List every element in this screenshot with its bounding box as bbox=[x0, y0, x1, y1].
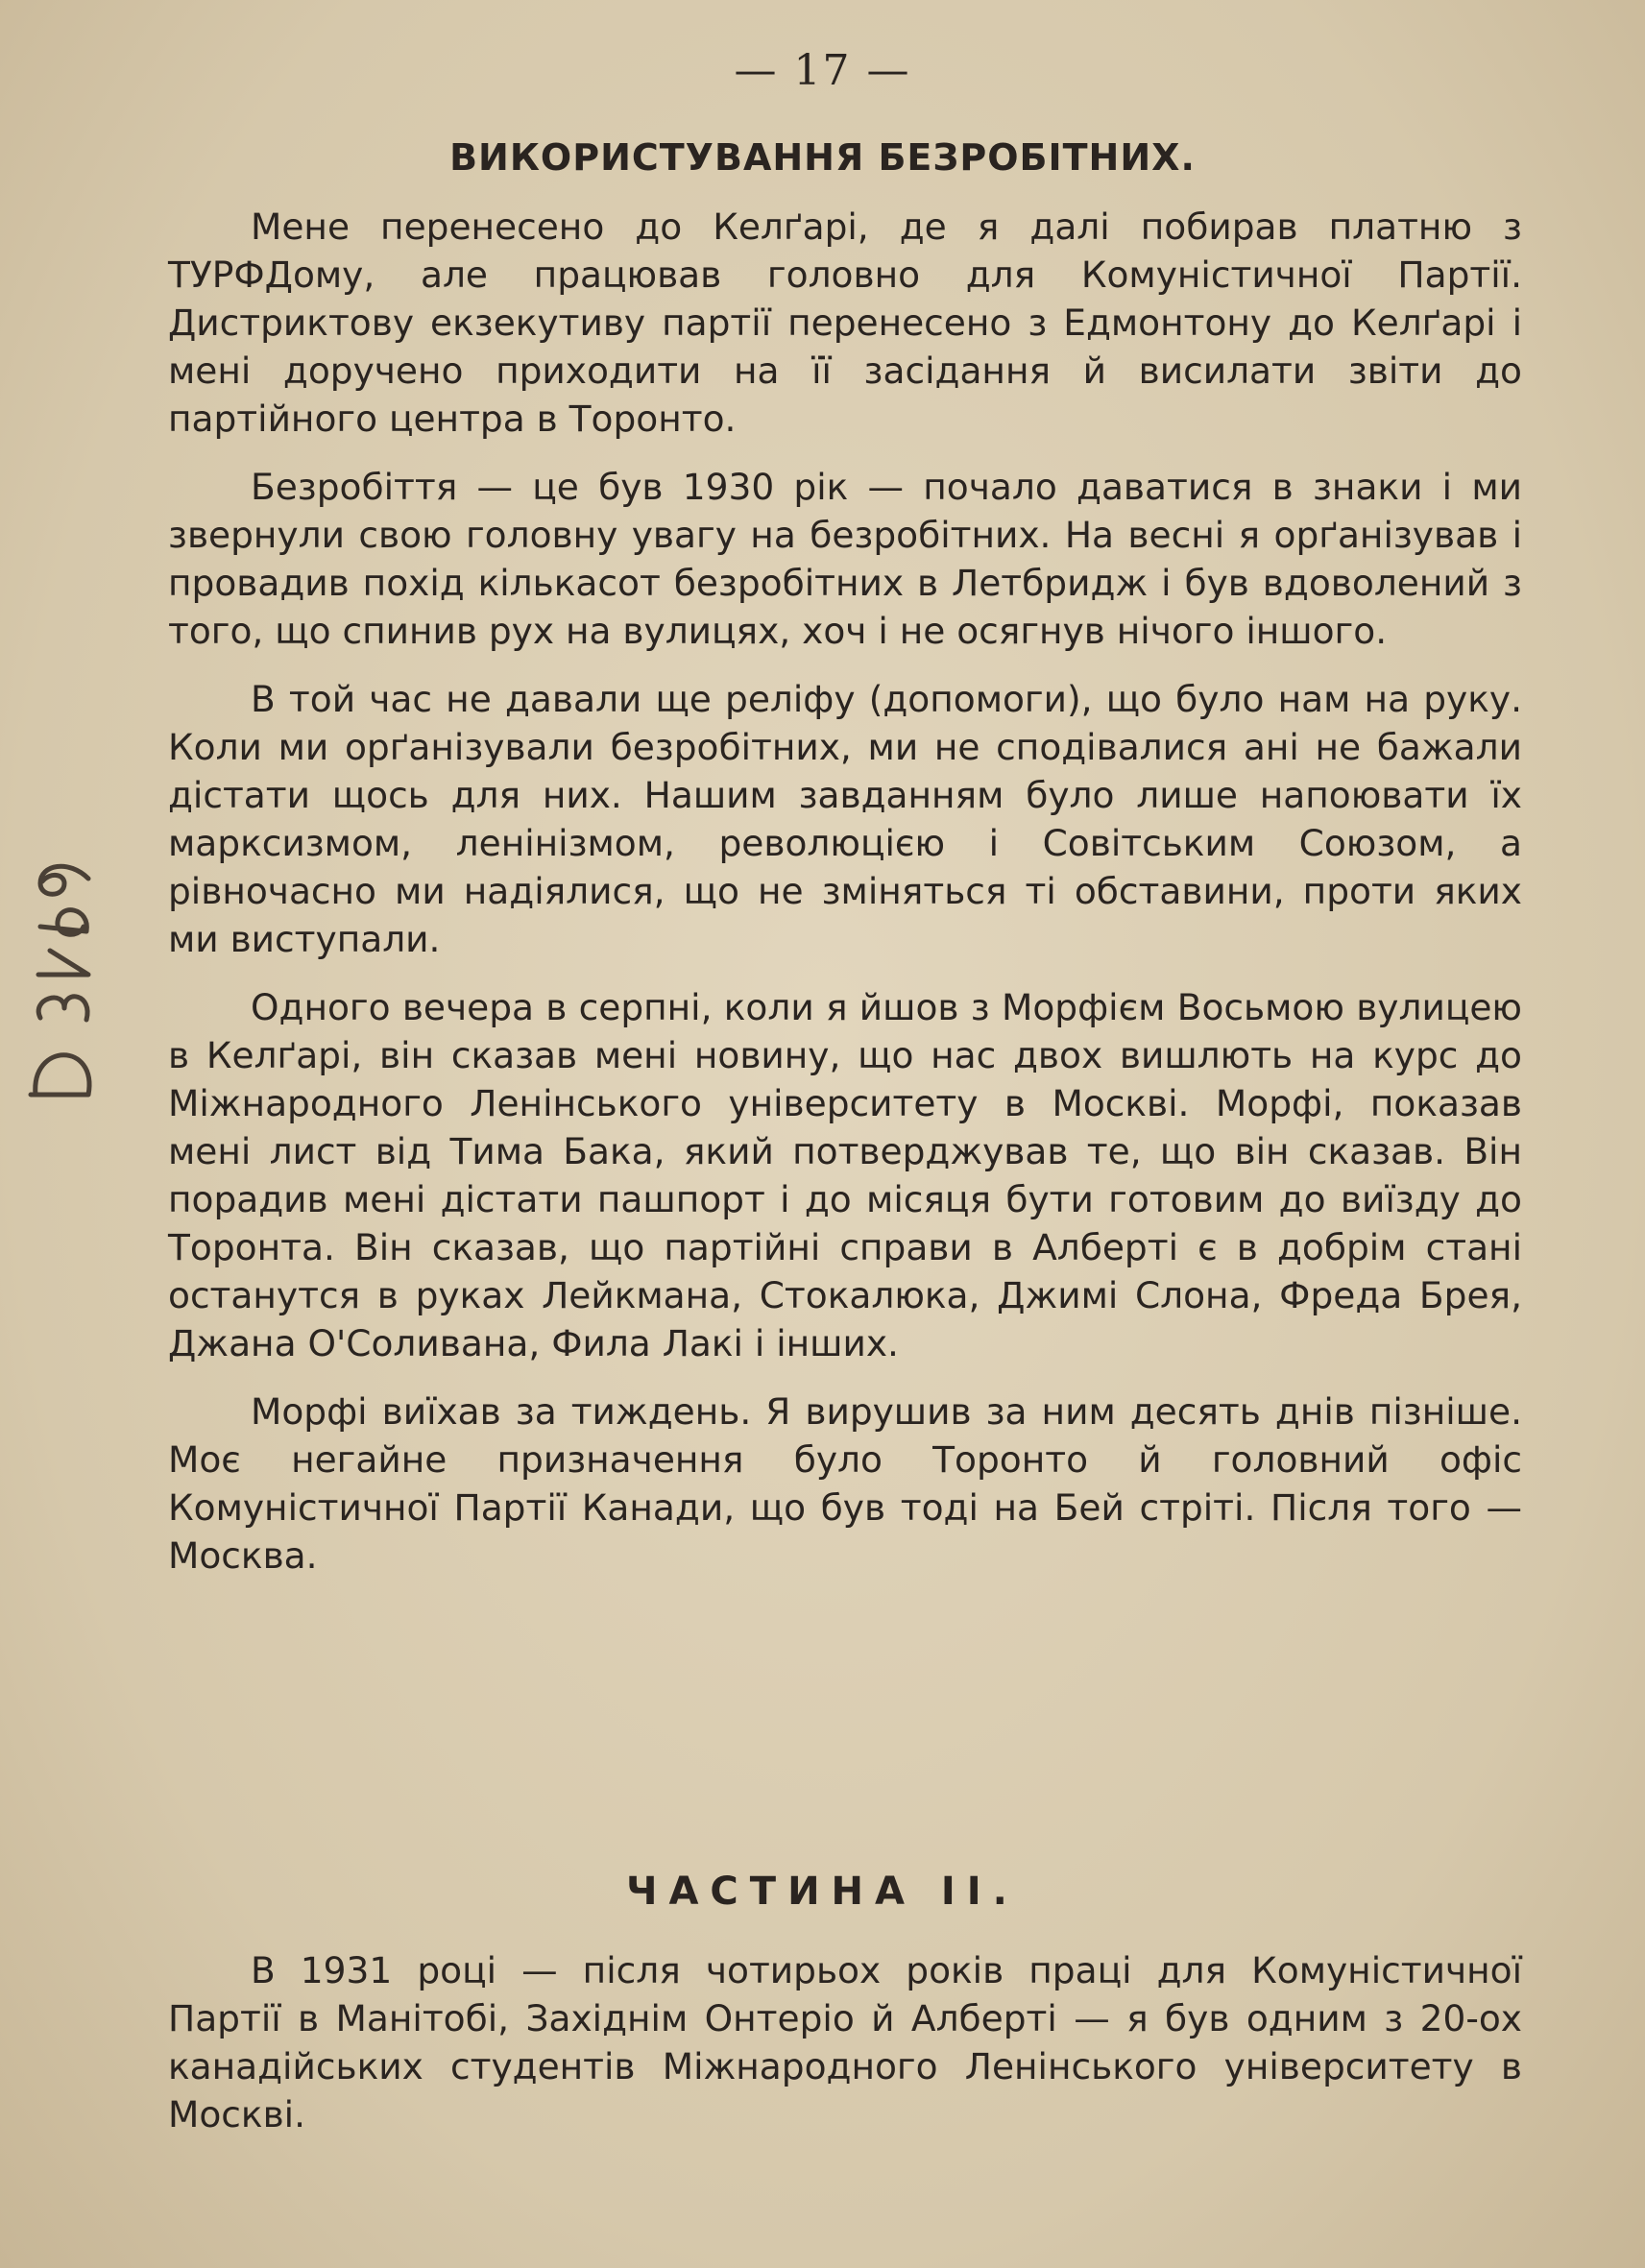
paragraph-4: Одного вечера в серпні, коли я йшов з Морфієм Восьмою вулицею в Келґарі, він сказав мені новину, що нас двох вишлють на курс до Міжнародного Ленінського університету в Москві. Морфі, показав мені лист від Тима Бака, який потверджував те, що він сказав. Він порадив мені дістати пашпорт і до місяця бути готовим до виїзду до Торонта. Він сказав, що партійні справи в Алберті є в добрім стані останутся в руках Лейкмана, Стокалюка, Джимі Слона, Фреда Брея, Джана О'Соливана, Фила Лакі і інших. bbox=[168, 986, 1522, 1364]
part-paragraph-1: В 1931 році — після чотирьох років праці для Комуністичної Партії в Манітобі, Західнім Онтеріо й Алберті — я був одним з 20-ох канадійських студентів Міжнародного Ленінського університету в Москві. bbox=[168, 1949, 1522, 2135]
section-body bbox=[168, 203, 1522, 1600]
page-number: — 17 — bbox=[734, 46, 911, 95]
paragraph-3: В той час не давали ще реліфу (допомоги), що було нам на руку. Коли ми орґанізували безробітних, ми не сподівалися ані не бажали дістати щось для них. Нашим завданням було лише напоювати їх марксизмом, ленінізмом, революцією і Совітським Союзом, а рівночасно ми надіялися, що не зміняться ті обставини, проти яких ми виступали. bbox=[168, 678, 1522, 960]
handwritten-margin-note bbox=[12, 835, 117, 1104]
paragraph-5: Морфі виїхав за тиждень. Я вирушив за ним десять днів пізніше. Моє негайне призначення було Торонто й головний офіс Комуністичної Партії Канади, що був тоді на Бей стріті. Після того — Москва. bbox=[168, 1390, 1522, 1577]
section-title: ВИКОРИСТУВАННЯ БЕЗРОБІТНИХ. bbox=[449, 136, 1196, 179]
paragraph-2: Безробіття — це був 1930 рік — почало даватися в знаки і ми звернули свою головну увагу на безробітних. На весні я орґанізував і провадив похід кількасот безробітних в Летбридж і був вдоволений з того, що спинив рух на вулицях, хоч і не осягнув нічого іншого. bbox=[168, 466, 1522, 652]
paragraph-1: Мене перенесено до Келґарі, де я далі побирав платню з ТУРФДому, але працював головно для Комуністичної Партії. Дистриктову екзекутиву партії перенесено з Едмонтону до Келґарі і мені доручено приходити на її засідання й висилати звіти до партійного центра в Торонто. bbox=[168, 205, 1522, 440]
part-body bbox=[168, 1946, 1522, 2159]
part-title: ЧАСТИНА II. bbox=[626, 1870, 1019, 1914]
